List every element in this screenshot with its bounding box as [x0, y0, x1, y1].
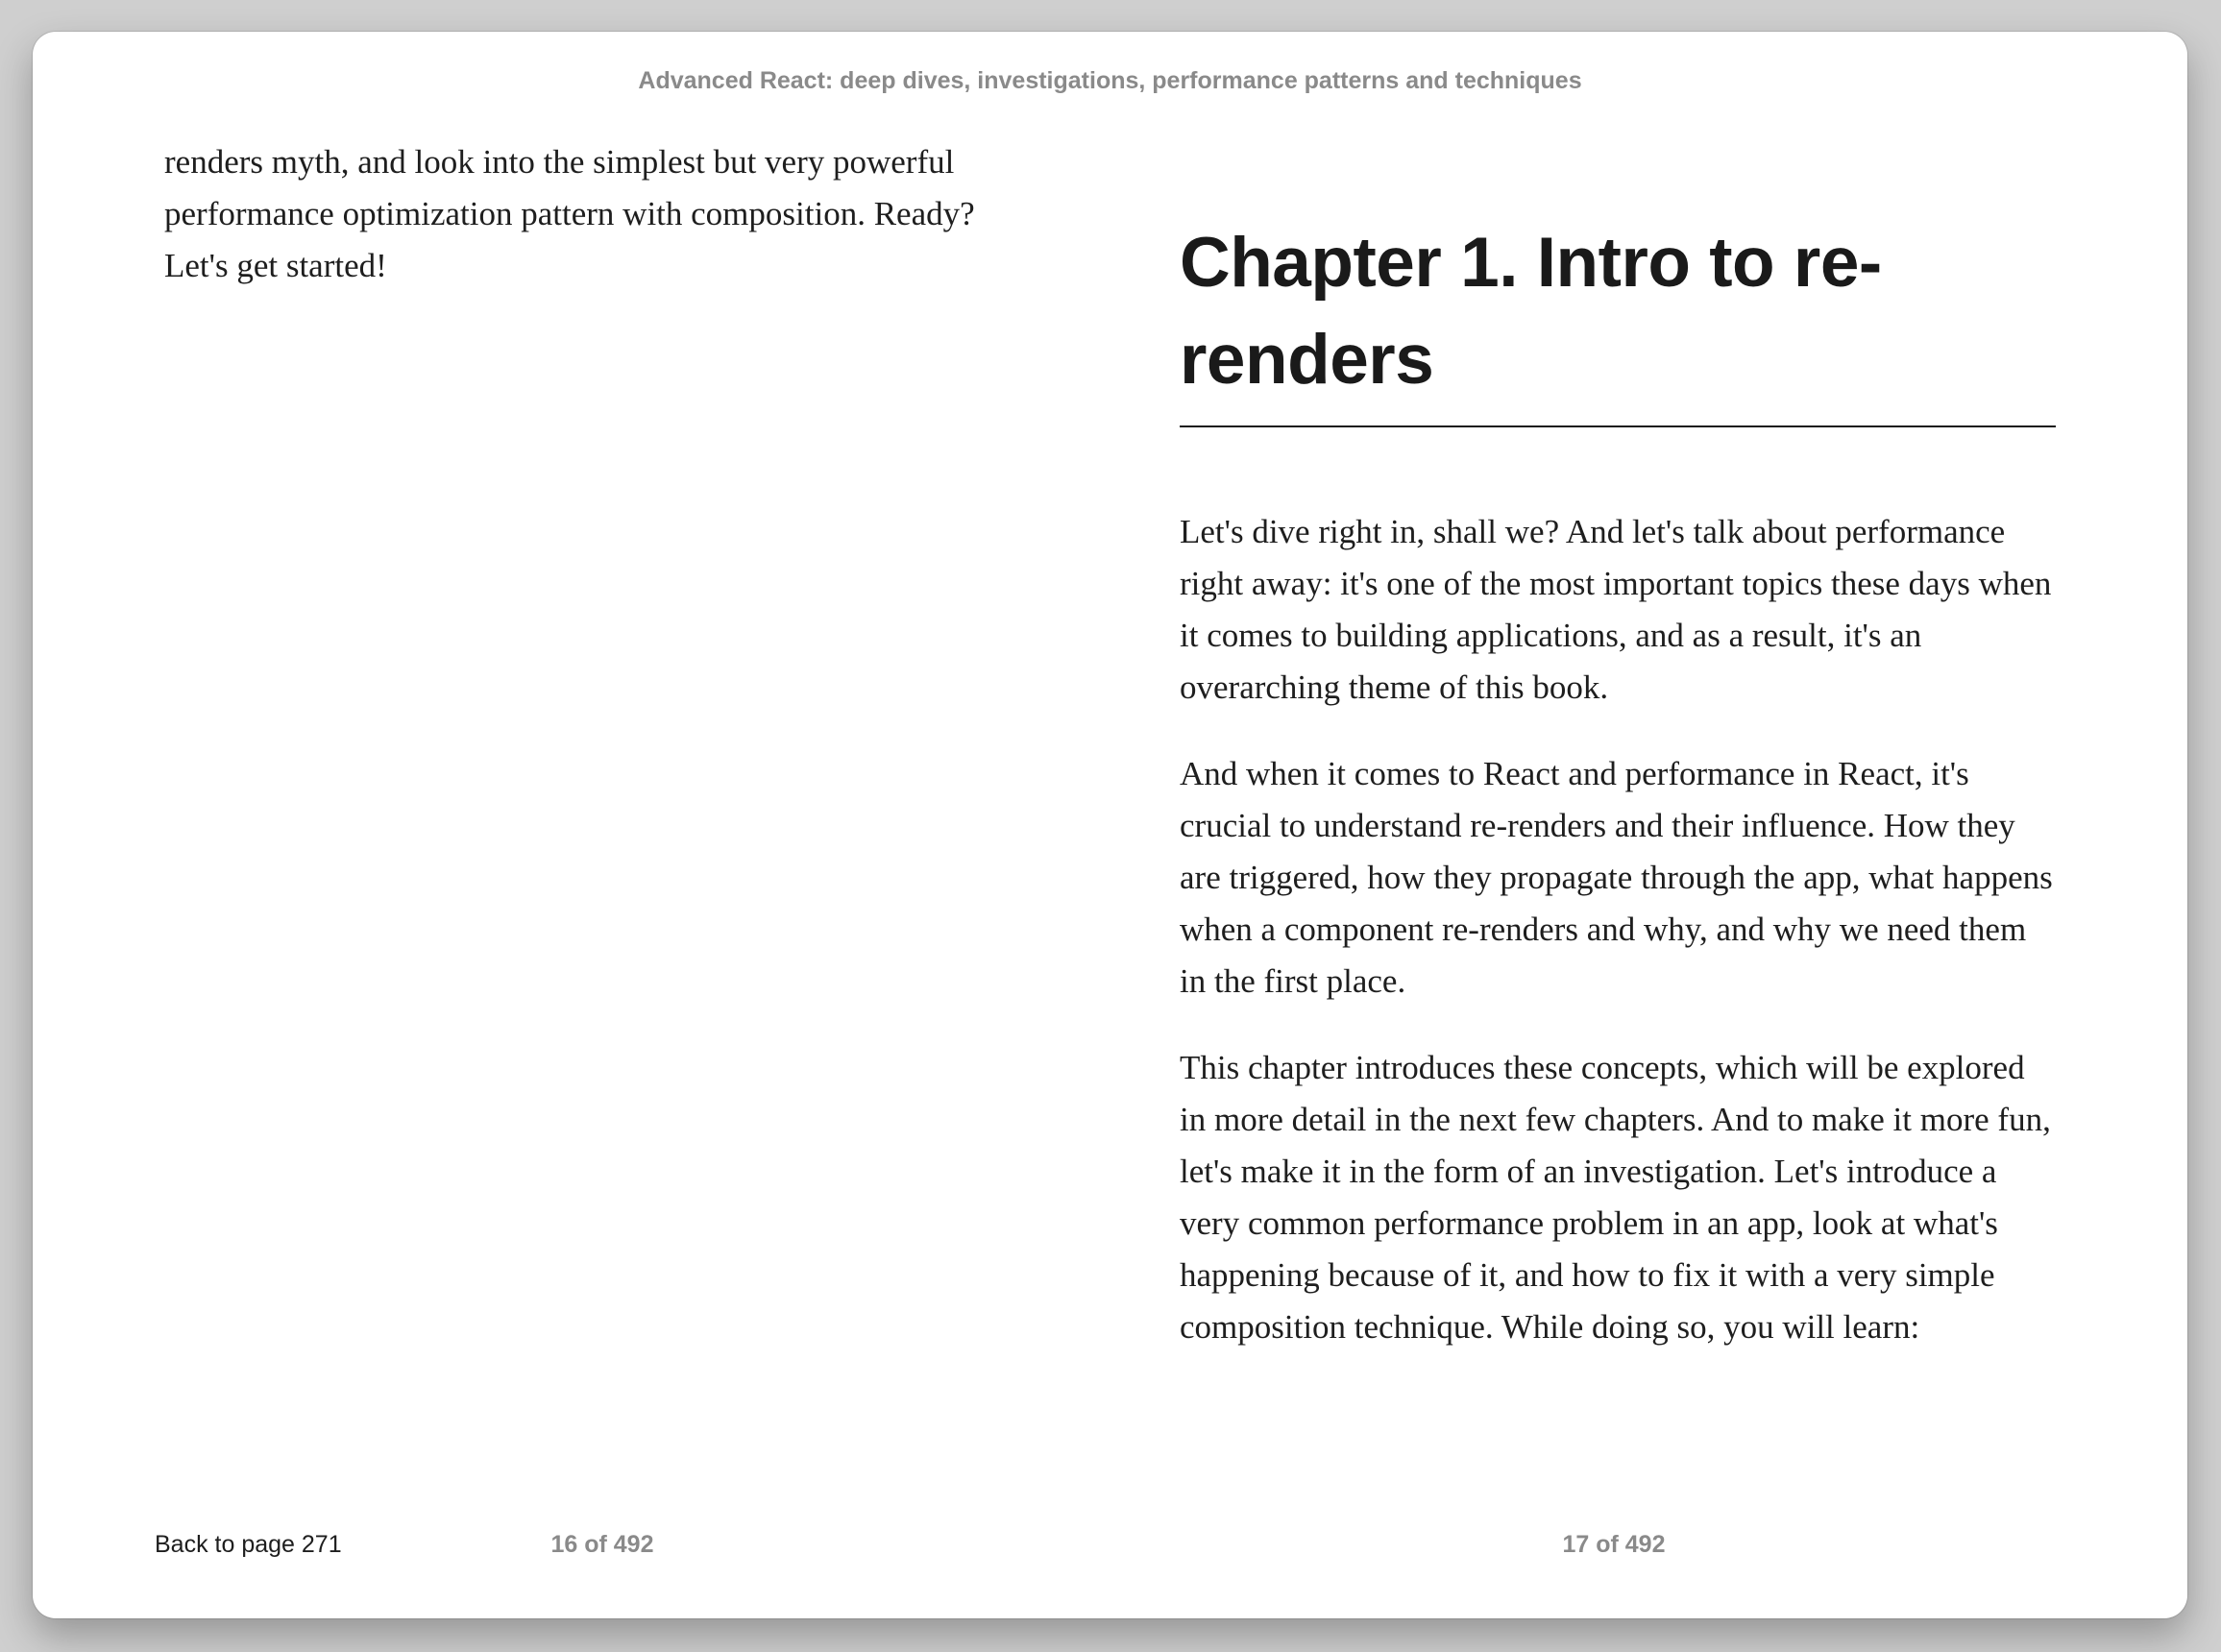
left-page-text: renders myth, and look into the simplest but very powerful performance optimization pattern with composition. Ready? Let's get started! — [164, 143, 975, 284]
back-to-page-link[interactable]: Back to page 271 — [155, 1531, 342, 1558]
paragraph: Let's dive right in, shall we? And let's talk about performance right away: it's one of the most important topics these days when it comes to building applications, and as a result, it's an overarching theme of this book. — [1180, 513, 2052, 706]
paragraph: This chapter introduces these concepts, which will be explored in more detail in the next few chapters. And to make it more fun, let's make it in the form of an investigation. Let's introduce a very common performance problem in an app, look at what's happening because of it, and how to fix it with a very simple composition technique. While doing so, you will learn: — [1180, 1049, 2051, 1346]
right-page-number: 17 of 492 — [1562, 1531, 1666, 1558]
book-title: Advanced React: deep dives, investigations, performance patterns and techniques — [638, 67, 1582, 94]
chapter-divider — [1180, 425, 2056, 427]
paragraph: And when it comes to React and performance in React, it's crucial to understand re-renders and their influence. How they are triggered, how they propagate through the app, what happens when a component re-renders and why, and why we need them in the first place. — [1180, 755, 2053, 1000]
reader-window — [33, 32, 2187, 1618]
left-page-number: 16 of 492 — [550, 1531, 654, 1558]
chapter-title: Chapter 1. Intro to re-renders — [1180, 224, 1882, 399]
